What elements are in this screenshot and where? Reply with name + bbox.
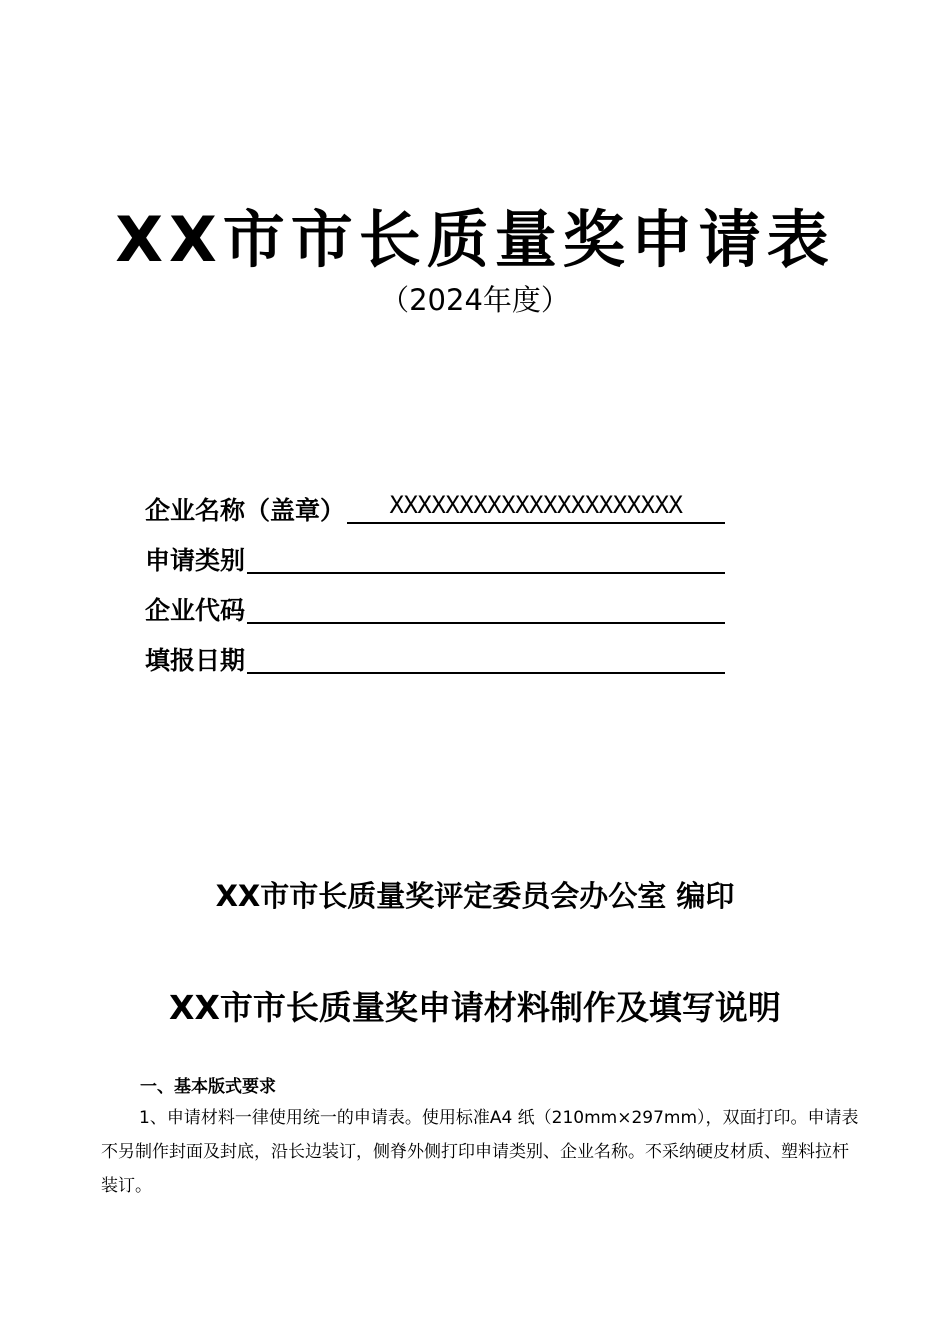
field-label: 企业名称（盖章） [145, 496, 346, 525]
cover-title: XX市市长质量奖申请表 [115, 203, 835, 276]
field-label: 申请类别 [145, 546, 246, 575]
field-label: 企业代码 [145, 596, 246, 625]
field-fill-date [145, 628, 725, 678]
field-company-code [145, 578, 725, 628]
field-value-line: XXXXXXXXXXXXXXXXXXXXX [347, 488, 725, 524]
instructions-title: XX市市长质量奖申请材料制作及填写说明 [169, 988, 781, 1027]
cover-fields [145, 478, 725, 678]
cover-year: （2024年度） [380, 283, 570, 317]
field-label: 填报日期 [145, 646, 246, 675]
field-application-category [145, 528, 725, 578]
field-company-name [145, 478, 725, 528]
instruction-paragraph: 1、申请材料一律使用统一的申请表。使用标准A4 纸（210mm×297mm），双面打印。申请表不另制作封面及封底，沿长边装订，侧脊外侧打印申请类别、企业名称。不采纳硬皮材质、塑料拉杆装订。 [101, 1108, 859, 1196]
publisher-line: XX市市长质量奖评定委员会办公室 编印 [215, 879, 735, 913]
section-heading: 一、基本版式要求 [140, 1077, 276, 1097]
field-value-line [247, 538, 725, 574]
field-value-line [247, 588, 725, 624]
field-value-line [247, 638, 725, 674]
